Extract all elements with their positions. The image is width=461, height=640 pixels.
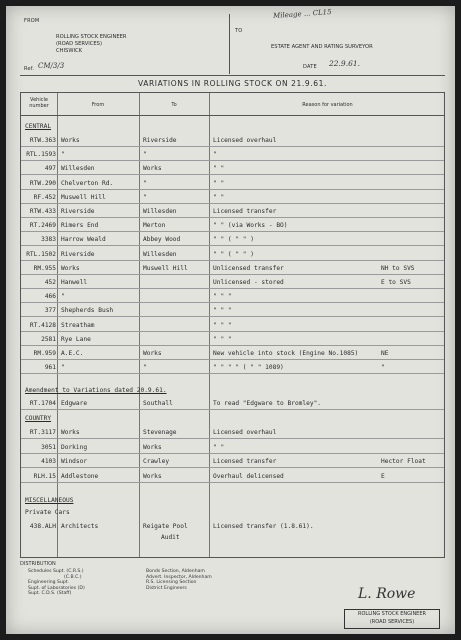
table-row	[21, 471, 444, 482]
cell-to: Works	[143, 472, 162, 480]
cell-note: E to SVS	[381, 279, 411, 286]
row-divider	[21, 467, 444, 468]
cell-reason: " " ( " " )	[213, 250, 254, 258]
table-row	[21, 348, 444, 359]
cell-vehicle: 3051	[41, 443, 56, 451]
signature: L. Rowe	[358, 586, 416, 602]
cell-note: "	[381, 364, 385, 372]
cell-reason: " " "	[213, 321, 232, 329]
row-divider	[21, 438, 444, 439]
cell-to: "	[143, 179, 147, 187]
cell-reason: " " ( " " )	[213, 236, 254, 244]
cell-to: Willesden	[143, 250, 177, 258]
cell-reason: To read "Edgware to Bromley".	[213, 400, 322, 407]
row-divider	[21, 345, 444, 346]
stamp-line-2: (ROAD SERVICES)	[369, 619, 415, 625]
cell-vehicle: 377	[44, 307, 56, 315]
cell-to: Works	[143, 443, 162, 451]
cell-reason: " " "	[213, 293, 232, 301]
cell-note: NH to SVS	[381, 264, 415, 272]
from-line-3: CHISWICK	[56, 48, 83, 54]
cell-reason: Licensed transfer (1.8.61).	[213, 523, 314, 530]
cell-note: NE	[381, 350, 389, 357]
table-row	[21, 234, 444, 245]
cell-from: Harrow Weald	[61, 236, 106, 244]
table-row	[21, 334, 444, 345]
row-divider	[21, 217, 444, 218]
page-title: VARIATIONS IN ROLLING STOCK ON 21.9.61.	[138, 79, 327, 88]
table-row	[21, 427, 444, 438]
cell-from: Hanwell	[61, 279, 88, 286]
cell-vehicle: 4103	[41, 458, 56, 465]
cell-vehicle: RLH.15	[33, 472, 56, 480]
table-row	[21, 178, 444, 189]
table-row	[21, 398, 444, 409]
cell-to: Abbey Wood	[143, 236, 181, 244]
cell-vehicle: RT.1704	[29, 400, 56, 407]
cell-to: Works	[143, 165, 162, 173]
cell-vehicle: RTW.433	[29, 208, 56, 215]
section-central: CENTRAL	[25, 123, 52, 130]
cell-reason: Licensed transfer	[213, 458, 277, 465]
distribution-middle-4: District Engineers	[146, 585, 187, 591]
cell-to: Willesden	[143, 208, 177, 215]
table-row	[21, 456, 444, 467]
variations-table	[20, 92, 445, 558]
header-divider	[20, 75, 445, 76]
cell-vehicle: RTW.290	[29, 179, 56, 187]
col-head-to: To	[171, 102, 177, 108]
distribution-middle-1: Bonds Section, Aldenham	[146, 569, 205, 574]
header-row-divider	[21, 115, 444, 116]
cell-from: Riverside	[61, 250, 95, 258]
row-divider	[21, 453, 444, 454]
cell-to: Southall	[143, 400, 173, 407]
cell-from: Rimers End	[61, 222, 99, 230]
to-value: ESTATE AGENT AND RATING SURVEYOR	[271, 44, 373, 50]
cell-vehicle: RTW.363	[29, 137, 56, 144]
distribution-left-5: Supt. C.D.S. (Staff)	[28, 591, 72, 597]
cell-from: Works	[61, 137, 80, 144]
cell-to: Works	[143, 350, 162, 357]
table-row	[21, 291, 444, 302]
ref-value: CM/3/3	[38, 62, 65, 70]
cell-vehicle: 438.ALH	[29, 523, 56, 530]
row-divider	[21, 359, 444, 360]
distribution-middle-3: R.S. Licensing Section	[146, 580, 197, 586]
cell-reason: Licensed overhaul	[213, 137, 277, 144]
cell-to: Crawley	[143, 458, 170, 465]
row-divider	[21, 146, 444, 147]
row-divider	[21, 373, 444, 374]
cell-to: Riverside	[143, 137, 177, 144]
cell-reason: Unlicensed transfer	[213, 264, 284, 272]
ref-label: Ref.	[24, 66, 35, 72]
cell-to: "	[143, 364, 147, 372]
cell-to: "	[143, 193, 147, 201]
cell-vehicle: RM.959	[33, 350, 56, 357]
cell-to-continued: Audit	[161, 534, 180, 541]
cell-reason: " " " " ( " " 1089)	[213, 364, 284, 372]
cell-vehicle: RT.4128	[29, 321, 56, 329]
table-row	[21, 442, 444, 453]
cell-vehicle: RTL.1502	[26, 250, 56, 258]
col-head-vehicle: Vehicle number	[29, 97, 49, 109]
distribution-left-1: Schedules Supt. (C.R.S.)	[28, 569, 84, 574]
row-divider	[21, 316, 444, 317]
cell-from: Edgware	[61, 400, 88, 407]
table-row	[21, 263, 444, 274]
cell-to: Merton	[143, 222, 166, 230]
cell-note: E	[381, 472, 385, 480]
cell-from: Muswell Hill	[61, 193, 106, 201]
section-private-cars: Private Cars	[25, 509, 70, 516]
cell-reason: " " "	[213, 335, 232, 343]
cell-vehicle: 466	[44, 293, 56, 301]
cell-vehicle: 2581	[41, 335, 56, 343]
department-stamp	[344, 609, 440, 629]
cell-from: Works	[61, 264, 80, 272]
cell-from: Streatham	[61, 321, 95, 329]
col-head-reason: Reason for variation	[302, 102, 353, 108]
table-row	[21, 206, 444, 217]
cell-to: Muswell Hill	[143, 264, 188, 272]
table-row	[21, 320, 444, 331]
distribution-left-3: Engineering Supt.	[28, 580, 70, 586]
cell-vehicle: RTL.1593	[26, 151, 56, 159]
cell-from: Addlestone	[61, 472, 99, 480]
cell-to: "	[143, 151, 147, 159]
row-divider	[21, 245, 444, 246]
cell-reason: " "	[213, 179, 225, 187]
section-misc: MISCELLANEOUS	[25, 497, 74, 504]
cell-from: "	[61, 364, 65, 372]
cell-vehicle: 497	[44, 165, 56, 173]
cell-vehicle: RT.3117	[29, 429, 56, 436]
cell-from: Chelverton Rd.	[61, 179, 114, 187]
date-label: DATE	[303, 64, 317, 70]
cell-from: "	[61, 293, 65, 301]
cell-vehicle: RM.955	[33, 264, 56, 272]
table-row	[21, 192, 444, 203]
cell-note: Hector Float	[381, 458, 426, 465]
distribution-left-4: Supt. of Laboratories (D)	[28, 585, 85, 591]
row-divider	[21, 189, 444, 190]
cell-reason: " "	[213, 165, 225, 173]
cell-from: Windsor	[61, 458, 88, 465]
cell-from: Dorking	[61, 443, 88, 451]
from-block	[20, 14, 230, 74]
header-scrawl: Mileage ... CL15	[272, 7, 332, 21]
row-divider	[21, 288, 444, 289]
cell-vehicle: RF.452	[33, 193, 56, 201]
row-divider	[21, 302, 444, 303]
date-value: 22.9.61.	[329, 59, 361, 68]
cell-to: Stevenage	[143, 429, 177, 436]
cell-from: A.E.C.	[61, 350, 84, 357]
section-amendment: Amendment to Variations dated 20.9.61.	[25, 387, 167, 394]
cell-reason: " "	[213, 443, 225, 451]
table-row	[21, 135, 444, 146]
cell-from: Shepherds Bush	[61, 307, 114, 315]
cell-reason: New vehicle into stock (Engine No.1085)	[213, 350, 359, 357]
table-row	[21, 149, 444, 160]
table-row	[21, 305, 444, 316]
row-divider	[21, 174, 444, 175]
table-row	[21, 277, 444, 288]
to-block	[231, 7, 445, 74]
cell-from: Works	[61, 429, 80, 436]
cell-vehicle: 961	[44, 364, 56, 372]
row-divider	[21, 160, 444, 161]
cell-from: Riverside	[61, 208, 95, 215]
table-row	[21, 220, 444, 231]
cell-vehicle: 452	[44, 279, 56, 286]
cell-reason: Unlicensed - stored	[213, 279, 284, 286]
row-divider	[21, 203, 444, 204]
cell-reason: " " (via Works - BO)	[213, 222, 288, 230]
from-line-1: ROLLING STOCK ENGINEER	[56, 34, 127, 40]
section-country: COUNTRY	[25, 415, 52, 422]
cell-to: Reigate Pool	[143, 523, 188, 530]
cell-from: Willesden	[61, 165, 95, 173]
from-line-2: (ROAD SERVICES)	[56, 41, 102, 47]
document-sheet	[6, 6, 455, 634]
distribution-middle	[146, 569, 212, 591]
row-divider	[21, 482, 444, 483]
row-divider	[21, 260, 444, 261]
table-row	[21, 521, 444, 541]
distribution-middle-2: Advert. Inspector, Aldenham	[146, 574, 212, 580]
distribution-left	[28, 569, 85, 597]
row-divider	[21, 274, 444, 275]
cell-reason: Overhaul delicensed	[213, 472, 284, 480]
table-row	[21, 249, 444, 260]
cell-reason: Licensed overhaul	[213, 429, 277, 436]
table-row	[21, 362, 444, 373]
table-row	[21, 163, 444, 174]
cell-from: "	[61, 151, 65, 159]
cell-reason: Licensed transfer	[213, 208, 277, 215]
cell-reason: "	[213, 151, 217, 159]
distribution-left-2: (C.B.C.)	[64, 574, 82, 580]
to-label: TO	[235, 28, 243, 34]
row-divider	[21, 409, 444, 410]
cell-reason: " " "	[213, 307, 232, 315]
cell-from: Architects	[61, 523, 99, 530]
row-divider	[21, 331, 444, 332]
cell-vehicle: RT.2469	[29, 222, 56, 230]
row-divider	[21, 231, 444, 232]
stamp-line-1: ROLLING STOCK ENGINEER	[358, 611, 426, 617]
distribution-label: DISTRIBUTION	[20, 561, 56, 567]
cell-reason: " "	[213, 193, 225, 201]
cell-vehicle: 3383	[41, 236, 56, 244]
col-head-from: From	[91, 102, 105, 108]
from-label: FROM	[24, 18, 40, 24]
cell-from: Rye Lane	[61, 335, 91, 343]
